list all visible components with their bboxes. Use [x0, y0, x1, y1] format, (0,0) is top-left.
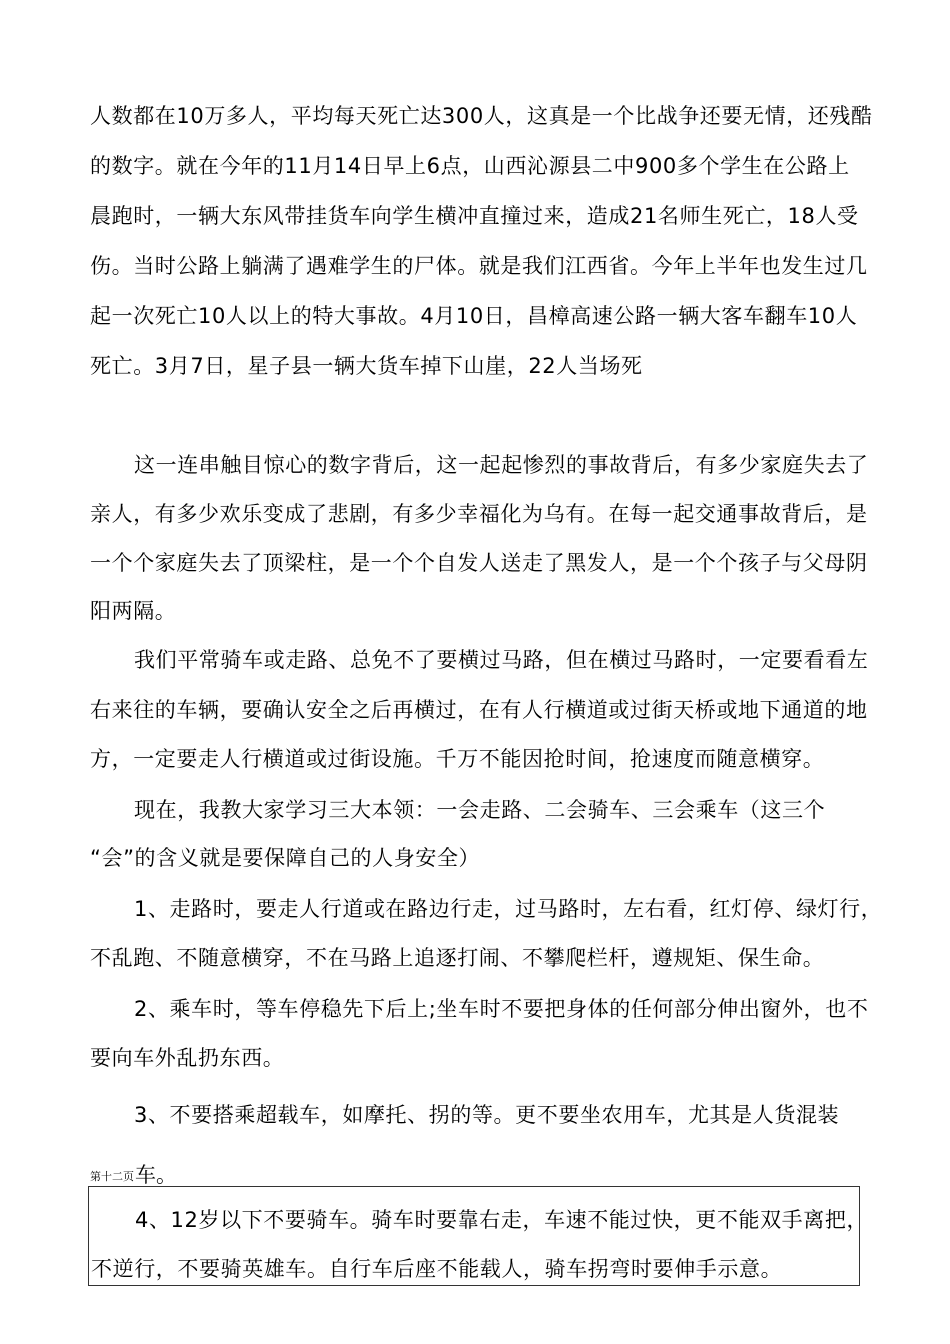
text-line: 不逆行，不要骑英雄车。自行车后座不能载人，骑车拐弯时要伸手示意。: [91, 1257, 783, 1281]
text-line: 不乱跑、不随意横穿，不在马路上追逐打闹、不攀爬栏杆，遵规矩、保生命。: [90, 946, 825, 970]
text-line: 1、走路时，要走人行道或在路边行走，过马路时，左右看，红灯停、绿灯行，: [134, 897, 883, 921]
text-line: 现在，我教大家学习三大本领：一会走路、二会骑车、三会乘车（这三个: [134, 798, 826, 822]
text-line: 4、12岁以下不要骑车。骑车时要靠右走，车速不能过快，更不能双手离把，: [135, 1208, 869, 1232]
text-line: 晨跑时，一辆大东风带挂货车向学生横冲直撞过来，造成21名师生死亡，18人受: [90, 204, 859, 228]
text-line: “会”的含义就是要保障自己的人身安全）: [90, 846, 481, 870]
text-line: 阳两隔。: [90, 599, 177, 623]
text-line: 右来往的车辆，要确认安全之后再横过，在有人行横道或过街天桥或地下通道的地: [90, 698, 868, 722]
text-line: 死亡。3月7日，星子县一辆大货车掉下山崖，22人当场死: [90, 354, 643, 378]
text-line: 这一连串触目惊心的数字背后，这一起起惨烈的事故背后，有多少家庭失去了: [134, 453, 869, 477]
text-line: 2、乘车时，等车停稳先下后上;坐车时不要把身体的任何部分伸出窗外，也不: [134, 997, 869, 1021]
text-line: 亲人，有多少欢乐变成了悲剧，有多少幸福化为乌有。在每一起交通事故背后，是: [90, 502, 868, 526]
text-line: 伤。当时公路上躺满了遇难学生的尸体。就是我们江西省。今年上半年也发生过几: [90, 254, 868, 278]
page-number-label: 第十二页: [90, 1170, 134, 1183]
text-line: 3、不要搭乘超载车，如摩托、拐的等。更不要坐农用车，尤其是人货混装: [134, 1103, 840, 1127]
text-line: 一个个家庭失去了顶梁柱，是一个个自发人送走了黑发人，是一个个孩子与父母阴: [90, 551, 868, 575]
list-item-cycling-box: [88, 1186, 869, 1286]
text-line: 车。: [135, 1163, 177, 1187]
text-line: 方，一定要走人行横道或过街设施。千万不能因抢时间，抢速度而随意横穿。: [90, 747, 825, 771]
text-line: 的数字。就在今年的11月14日早上6点，山西沁源县二中900多个学生在公路上: [90, 154, 850, 178]
text-line: 我们平常骑车或走路、总免不了要横过马路，但在横过马路时，一定要看看左: [134, 648, 869, 672]
text-line: 要向车外乱扔东西。: [90, 1046, 285, 1070]
text-line: 人数都在10万多人，平均每天死亡达300人，这真是一个比战争还要无情，还残酷: [90, 104, 873, 128]
text-line: 起一次死亡10人以上的特大事故。4月10日，昌樟高速公路一辆大客车翻车10人: [90, 304, 858, 328]
